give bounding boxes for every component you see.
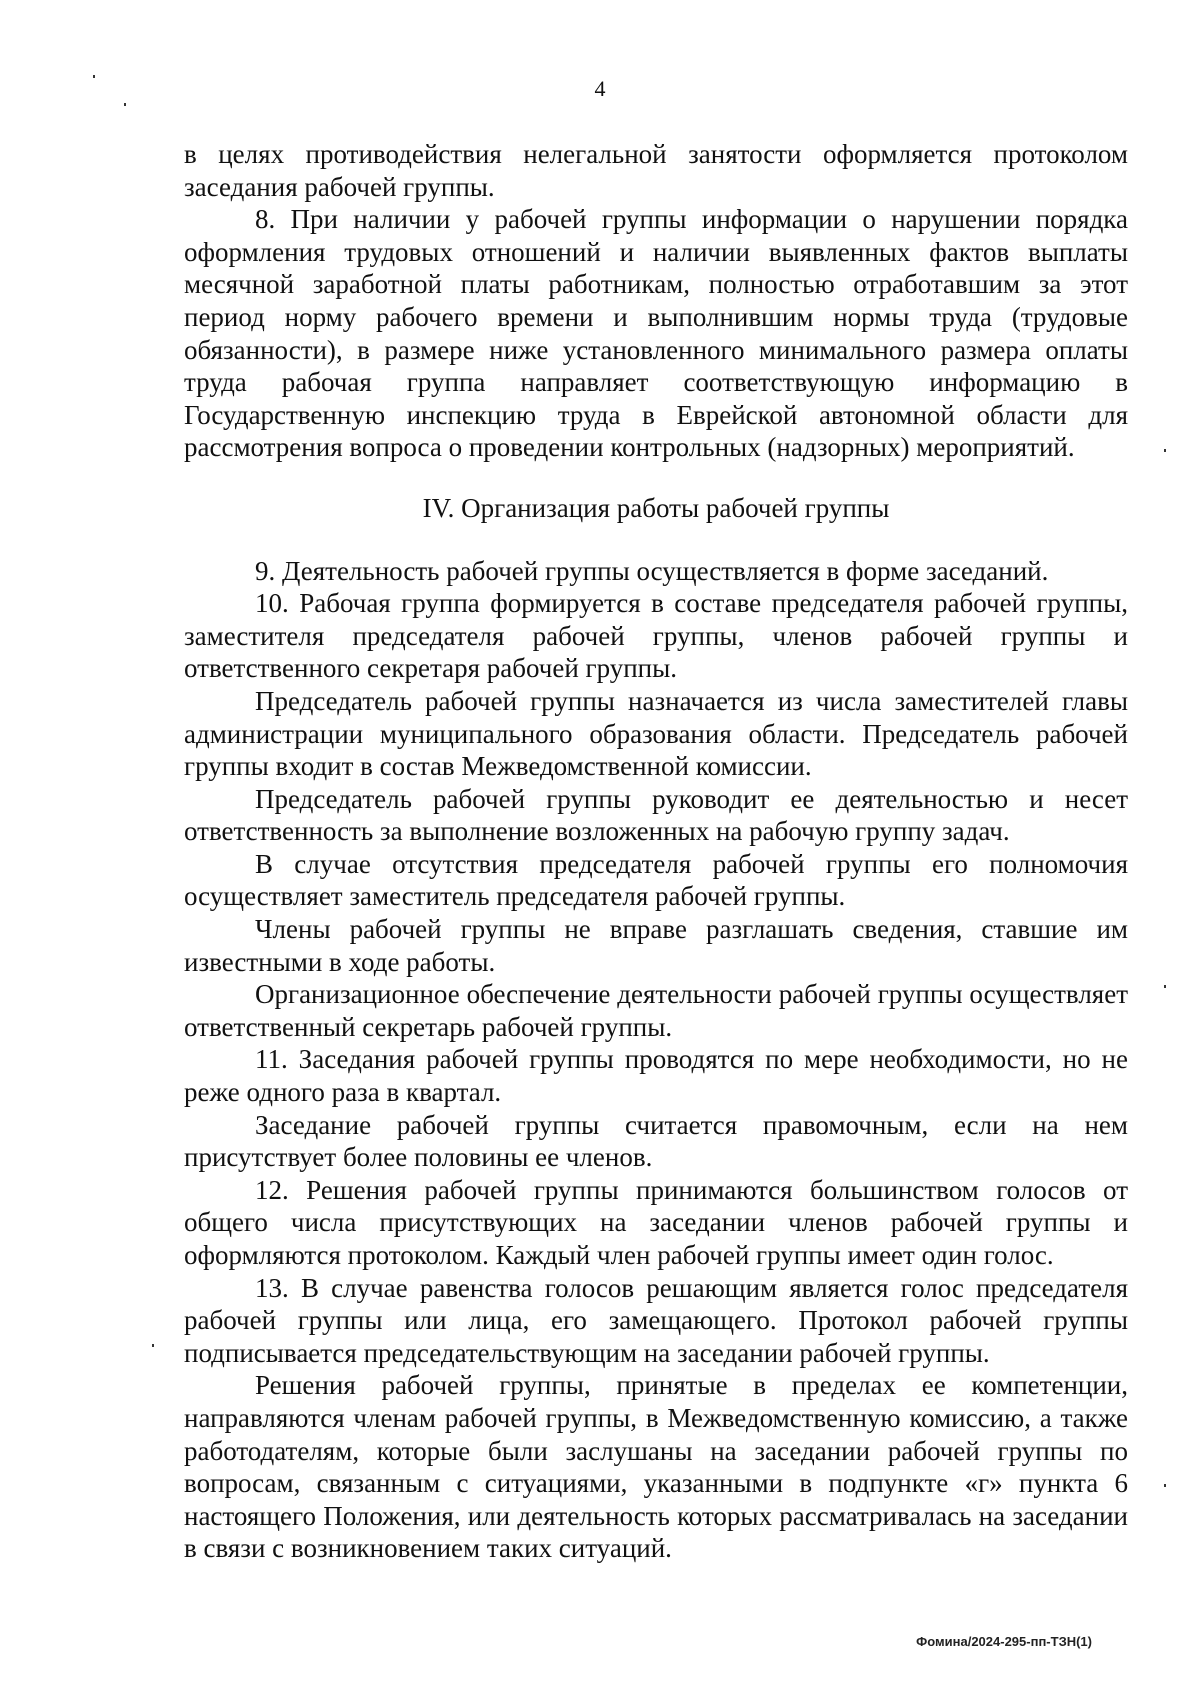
scan-speck	[152, 1344, 154, 1347]
paragraph-organizational-support: Организационное обеспечение деятельности рабочей группы осуществляет ответственный секретарь рабочей группы.	[184, 979, 1128, 1042]
paragraph-chairman-absence: В случае отсутствия председателя рабочей группы его полномочия осуществляет заместитель председателя рабочей группы.	[184, 848, 1128, 912]
scan-speck	[1164, 1484, 1166, 1487]
paragraph-decisions-distribution: Решения рабочей группы, принятые в пределах ее компетенции, направляются членам рабочей группы, в Межведомственную комиссию, а также работодателям, которые были заслушаны на заседании рабочей группы по вопросам, связанным с ситуациями, указанными в подпункте «г» пункта 6 настоящего Положения, или деятельность которых рассматривалась на заседании в связи с возникновением таких ситуаций.	[184, 1370, 1128, 1564]
scan-speck	[124, 103, 126, 106]
paragraph-item-13: 13. В случае равенства голосов решающим является голос председателя рабочей группы или лица, его замещающего. Протокол рабочей группы подписывается председательствующим на заседании рабочей группы.	[184, 1272, 1128, 1368]
scan-speck	[93, 75, 95, 78]
scan-speck	[1164, 449, 1166, 452]
page-number: 4	[594, 76, 606, 101]
paragraph-members-confidentiality: Члены рабочей группы не вправе разглашать сведения, ставшие им известными в ходе работы.	[184, 914, 1128, 977]
paragraph-item-9: 9. Деятельность рабочей группы осуществляется в форме заседаний.	[255, 555, 1049, 586]
paragraph-item-8: 8. При наличии у рабочей группы информации о нарушении порядка оформления трудовых отношений и наличии выявленных фактов выплаты месячной заработной платы работникам, полностью отработавшим за этот период норму рабочего времени и выполнившим нормы труда (трудовые обязанности), в размере ниже установленного минимального размера оплаты труда рабочая группа направляет соответствующую информацию в Государственную инспекцию труда в Еврейской автономной области для рассмотрения вопроса о проведении контрольных (надзорных) мероприятий.	[184, 204, 1128, 463]
paragraph-chairman-appointment: Председатель рабочей группы назначается из числа заместителей главы администрации муниципального образования области. Председатель рабочей группы входит в состав Межведомственной комиссии.	[184, 685, 1128, 782]
scan-speck	[1164, 985, 1166, 988]
paragraph-chairman-duties: Председатель рабочей группы руководит ее деятельностью и несет ответственность за выполнение возложенных на рабочую группу задач.	[184, 783, 1128, 847]
paragraph-item-10: 10. Рабочая группа формируется в составе председателя рабочей группы, заместителя председателя рабочей группы, членов рабочей группы и ответственного секретаря рабочей группы.	[184, 588, 1128, 684]
paragraph-item-12: 12. Решения рабочей группы принимаются большинством голосов от общего числа присутствующих на заседании членов рабочей группы и оформляются протоколом. Каждый член рабочей группы имеет один голос.	[184, 1174, 1128, 1270]
paragraph-continuation: в целях противодействия нелегальной занятости оформляется протоколом заседания рабочей группы.	[184, 139, 1128, 202]
paragraph-quorum: Заседание рабочей группы считается правомочным, если на нем присутствует более половины ее членов.	[184, 1109, 1128, 1173]
paragraph-item-11: 11. Заседания рабочей группы проводятся по мере необходимости, но не реже одного раза в квартал.	[184, 1044, 1128, 1108]
document-body	[184, 138, 1128, 1565]
footer-document-code: Фомина/2024-295-пп-ТЗН(1)	[916, 1634, 1092, 1649]
section-heading: IV. Организация работы рабочей группы	[422, 492, 890, 523]
